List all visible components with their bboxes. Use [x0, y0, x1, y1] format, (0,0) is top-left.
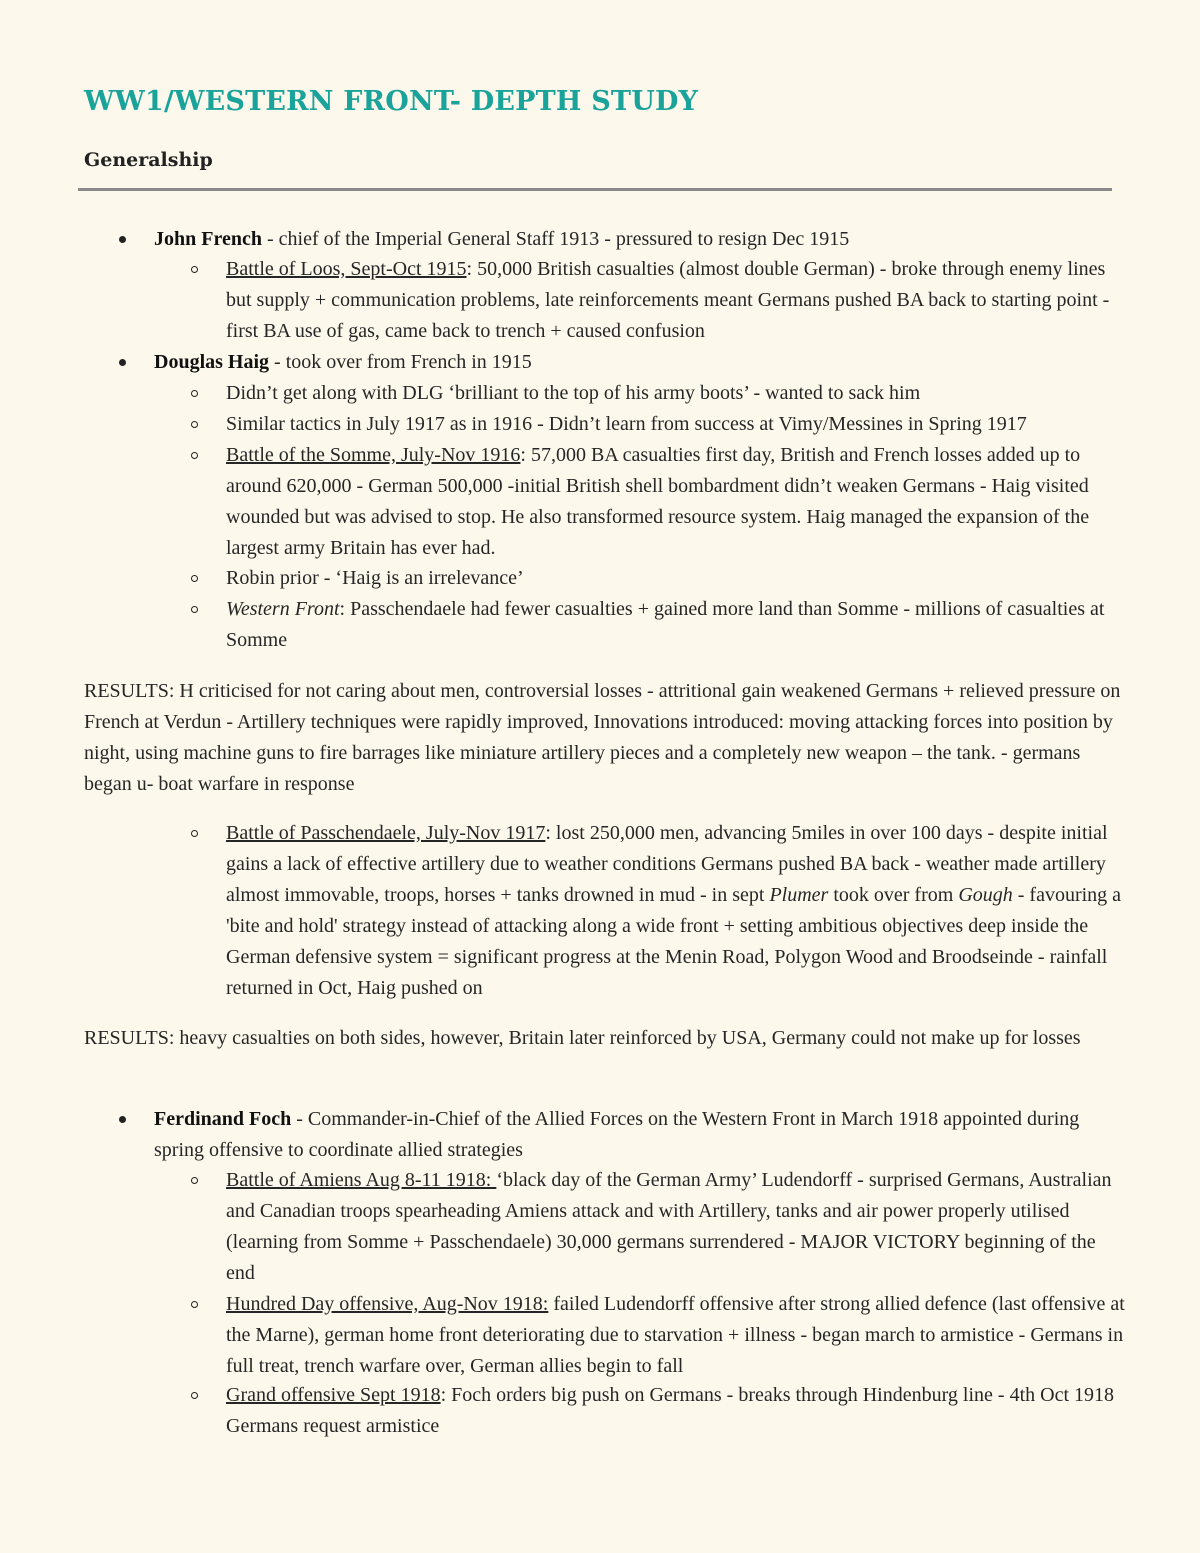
- list-item-battle-of-amiens: [226, 1165, 1126, 1289]
- list-item-douglas-haig: [154, 347, 1134, 378]
- list-item-ferdinand-foch: [154, 1104, 1134, 1166]
- person-name: Plumer: [769, 883, 829, 906]
- bullet-icon: [119, 1116, 126, 1123]
- item-text: : Foch orders big push on Germans - breaks through Hindenburg line - 4th Oct 1918 Germans request armistice: [226, 1384, 1115, 1437]
- circle-bullet-icon: [191, 266, 198, 273]
- battle-title: Hundred Day offensive, Aug-Nov 1918:: [226, 1293, 549, 1315]
- list-item-grand-offensive: [226, 1380, 1126, 1442]
- list-item-robin-prior: Robin prior - ‘Haig is an irrelevance’: [226, 567, 524, 589]
- item-text: : 50,000 British casualties (almost double German) - broke through enemy lines but supply + communication problems, late reinforcements meant Germans pushed BA back to starting point - first BA use of gas, came back to trench + caused confusion: [226, 258, 1110, 342]
- person-name: Gough: [958, 883, 1013, 906]
- list-item-tactics: Similar tactics in July 1917 as in 1916 - Didn’t learn from success at Vimy/Messines in Spring 1917: [226, 413, 1027, 435]
- item-text: - Commander-in-Chief of the Allied Forces on the Western Front in March 1918 appointed during spring offensive to coordinate allied strategies: [154, 1108, 1080, 1161]
- person-name: Ferdinand Foch: [154, 1108, 292, 1130]
- battle-title: Battle of Amiens Aug 8-11 1918:: [226, 1169, 497, 1191]
- source-title: Western Front: [226, 598, 340, 620]
- circle-bullet-icon: [191, 1301, 198, 1308]
- list-item-battle-of-loos: [226, 254, 1126, 347]
- person-name: Douglas Haig: [154, 351, 270, 373]
- bullet-icon: [119, 236, 126, 243]
- person-name: John French: [154, 228, 262, 250]
- list-item-hundred-day-offensive: [226, 1289, 1126, 1382]
- circle-bullet-icon: [191, 421, 198, 428]
- list-item-john-french: [154, 224, 1134, 255]
- item-text: took over from: [828, 883, 959, 906]
- battle-title: Battle of Loos, Sept-Oct 1915: [226, 258, 467, 280]
- item-text: - favouring a 'bite and hold' strategy instead of attacking along a wide front + setting ambitious objectives deep inside the German defensive system = significant progress at the Menin Road, Polygon Wood and Broodseinde - rainfall returned in Oct, Haig pushed on: [226, 883, 1122, 999]
- circle-bullet-icon: [191, 606, 198, 613]
- bullet-icon: [119, 359, 126, 366]
- list-item-battle-of-passchendaele: [226, 818, 1126, 1003]
- circle-bullet-icon: [191, 1392, 198, 1399]
- results-paragraph: RESULTS: H criticised for not caring about men, controversial losses - attritional gain weakened Germans + relieved pressure on French at Verdun - Artillery techniques were rapidly improved, Innovations introduced: moving attacking forces into position by night, using machine guns to fire barrages like miniature artillery pieces and a completely new weapon – the tank. - germans began u- boat warfare in response: [84, 680, 1121, 795]
- battle-title: Grand offensive Sept 1918: [226, 1384, 441, 1406]
- item-text: - chief of the Imperial General Staff 1913 - pressured to resign Dec 1915: [261, 228, 850, 250]
- page-title: WW1/WESTERN FRONT- DEPTH STUDY: [84, 86, 699, 117]
- results-paragraph: RESULTS: heavy casualties on both sides, however, Britain later reinforced by USA, Germany could not make up for losses: [84, 1027, 1081, 1049]
- item-text: ‘black day of the German Army’ Ludendorff - surprised Germans, Australian and Canadian troops spearheading Amiens attack and with Artillery, tanks and air power properly utilised (learning from Somme + Passchendaele) 30,000 germans surrendered - MAJOR VICTORY beginning of the end: [226, 1169, 1112, 1284]
- item-text: : 57,000 BA casualties first day, British and French losses added up to around 620,000 - German 500,000 -initial British shell bombardment didn’t weaken Germans - Haig visited wounded but was advised to stop. He also transformed resource system. Haig managed the expansion of the largest army Britain has ever had.: [226, 444, 1090, 559]
- circle-bullet-icon: [191, 1177, 198, 1184]
- battle-title: Battle of the Somme, July-Nov 1916: [226, 444, 521, 466]
- circle-bullet-icon: [191, 390, 198, 397]
- list-item-western-front: [226, 594, 1126, 656]
- item-text: : lost 250,000 men, advancing 5miles in over 100 days - despite initial gains a lack of effective artillery due to weather conditions Germans pushed BA back - weather made artillery almost immovable, troops, horses + tanks drowned in mud - in sept: [226, 822, 1108, 906]
- battle-title: Battle of Passchendaele, July-Nov 1917: [226, 822, 546, 844]
- item-text: : Passchendaele had fewer casualties + gained more land than Somme - millions of casualties at Somme: [226, 598, 1105, 651]
- section-heading: Generalship: [84, 149, 213, 171]
- list-item-battle-of-the-somme: [226, 440, 1126, 564]
- item-text: failed Ludendorff offensive after strong allied defence (last offensive at the Marne), german home front deteriorating due to starvation + illness - began march to armistice - Germans in full treat, trench warfare over, German allies begin to fall: [226, 1293, 1125, 1377]
- horizontal-rule: [78, 188, 1112, 191]
- circle-bullet-icon: [191, 830, 198, 837]
- item-text: - took over from French in 1915: [269, 351, 532, 373]
- list-item-dlg: Didn’t get along with DLG ‘brilliant to the top of his army boots’ - wanted to sack him: [226, 382, 921, 404]
- circle-bullet-icon: [191, 452, 198, 459]
- circle-bullet-icon: [191, 575, 198, 582]
